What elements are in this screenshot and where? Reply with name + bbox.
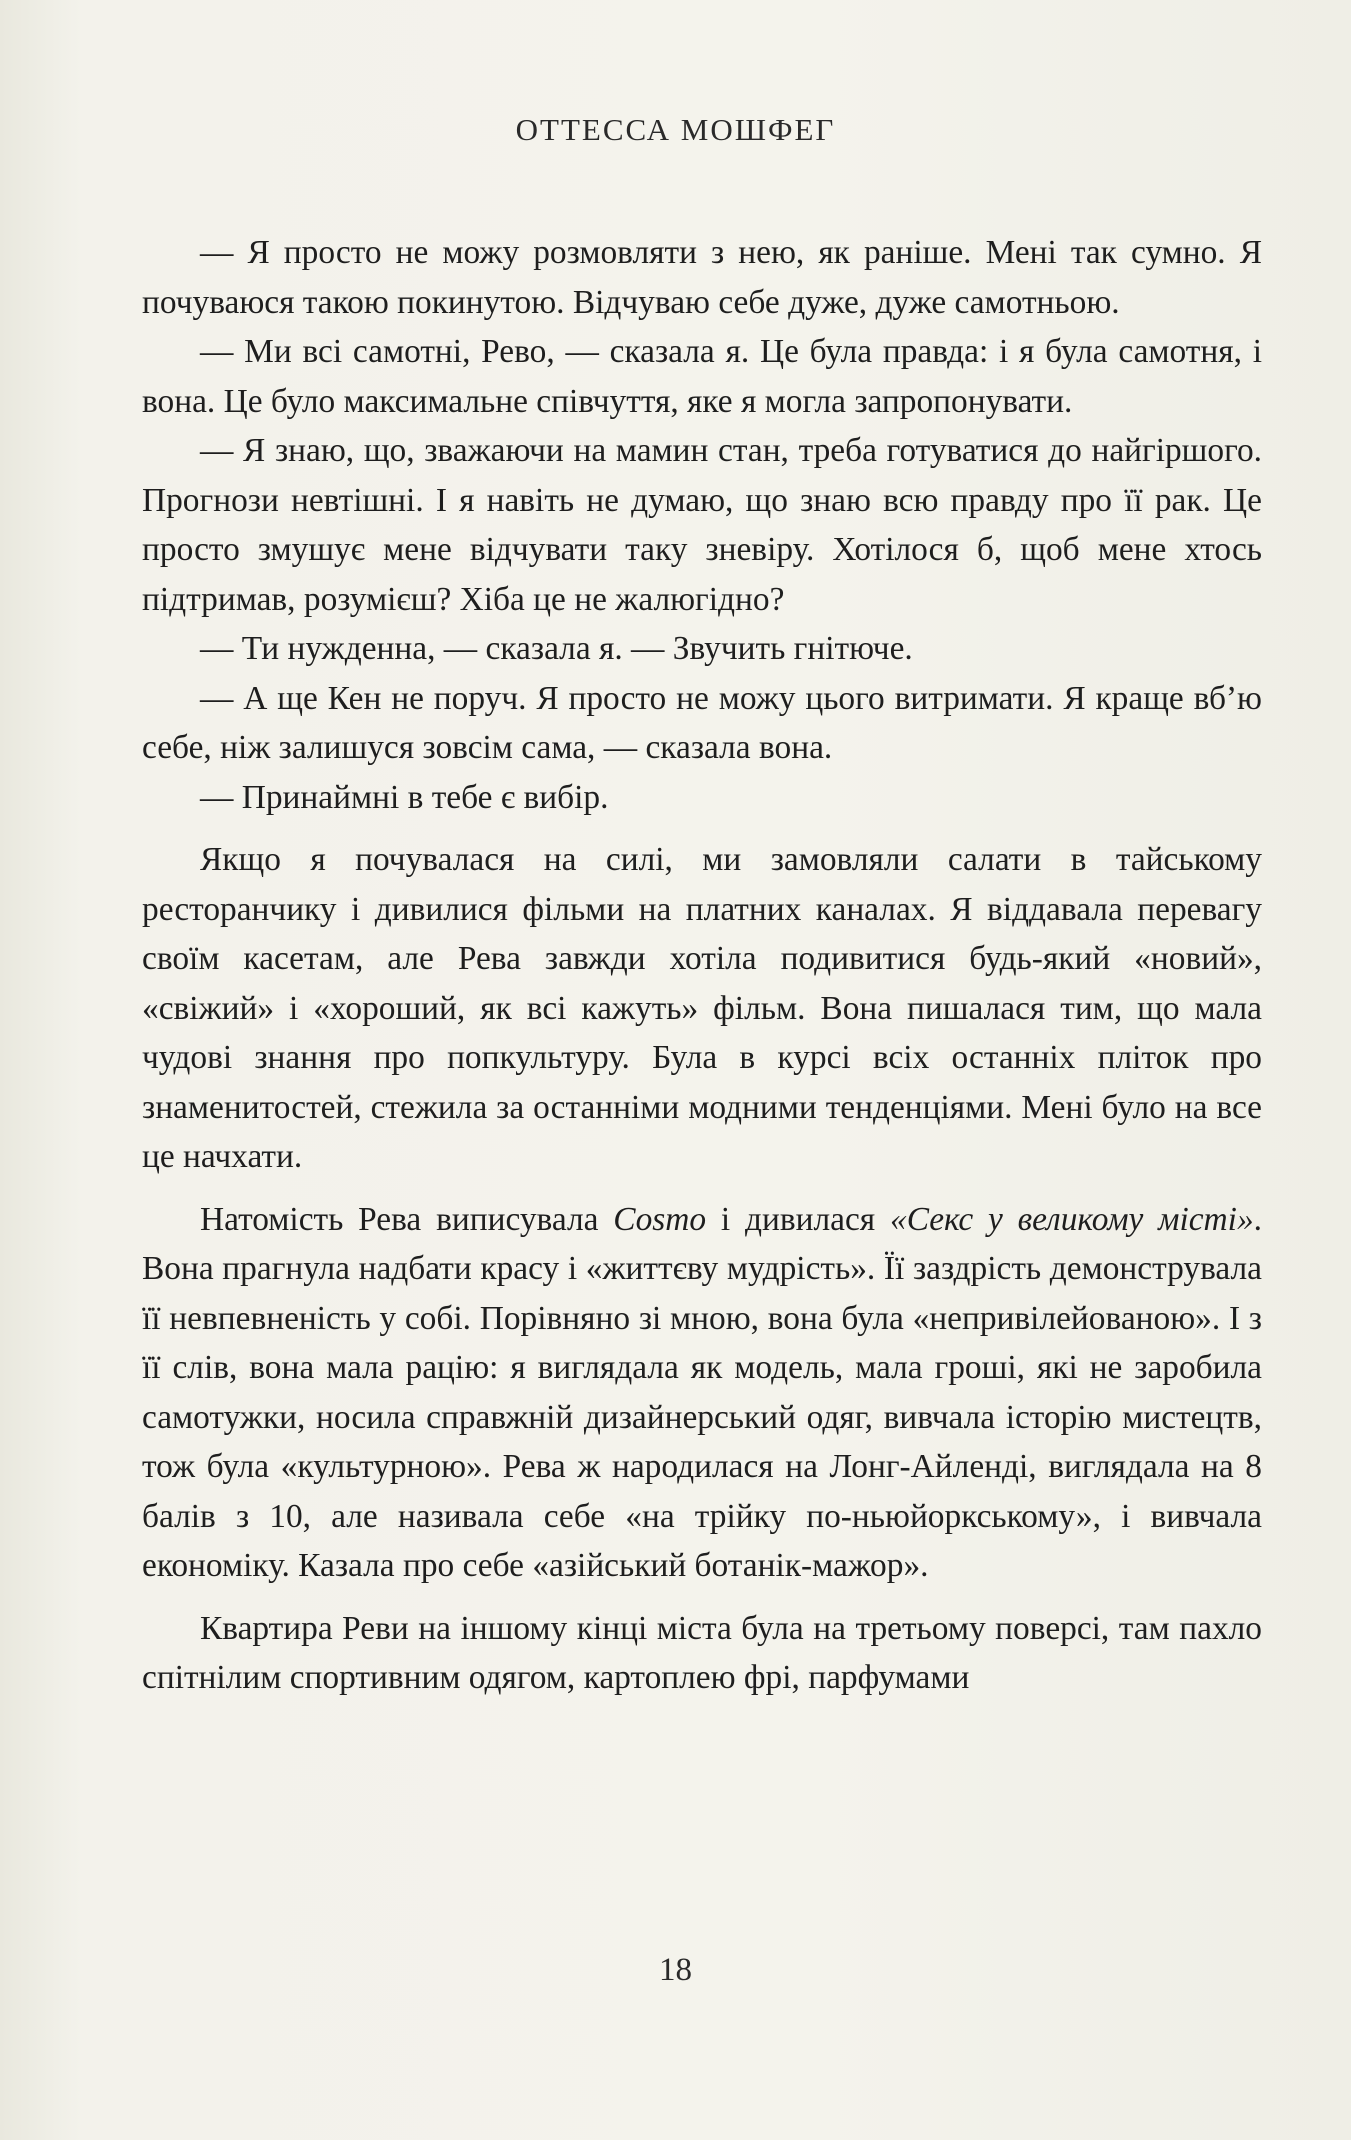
paragraph-1: — Я просто не можу розмовляти з нею, як раніше. Мені так сумно. Я почуваюся такою покинутою. Відчуваю себе дуже, дуже самотньою. xyxy=(142,234,1262,321)
paragraph-5: — А ще Кен не поруч. Я просто не можу цього витримати. Я краще вб’ю себе, ніж залишуся зовсім сама, — сказала вона. xyxy=(142,679,1262,766)
magazine-title: Cosmo xyxy=(613,1200,707,1238)
paragraph-8-start: Натомість Рева виписувала xyxy=(200,1200,614,1238)
paragraph-3: — Я знаю, що, зважаючи на мамин стан, треба готуватися до найгіршого. Прогнози невтішні. І я навіть не думаю, що знаю всю правду про її рак. Це просто змушує мене відчувати таку зневіру. Хотілося б, щоб мене хтось підтримав, розумієш? Хіба це не жалюгідно? xyxy=(142,432,1262,618)
paragraph-8-end: . Вона прагнула надбати красу і «життєву мудрість». Її заздрість демонструвала її невпевненість у собі. Порівняно зі мною, вона була «непривілейованою». І з її слів, вона мала рацію: я виглядала як модель, мала гроші, які не заробила самотужки, носила справжній дизайнерський одяг, вивчала історію мистецтв, тож була «культурною». Рева ж народилася на Лонг-Айленді, виглядала на 8 балів з 10, але називала себе «на трійку по-ньюйоркському», і вивчала економіку. Казала про себе «азійський ботанік-мажор». xyxy=(142,1200,1262,1584)
paragraph-2: — Ми всі самотні, Рево, — сказала я. Це була правда: і я була самотня, і вона. Це було максимальне співчуття, яке я могла запропонувати. xyxy=(142,333,1262,420)
body-text xyxy=(142,228,1262,1703)
paragraph-9: Квартира Реви на іншому кінці міста була на третьому поверсі, там пахло спітнілим спортивним одягом, картоплею фрі, парфумами xyxy=(142,1609,1262,1696)
paragraph-6: — Принаймні в тебе є вибір. xyxy=(200,778,609,816)
show-title: «Секс у великому місті» xyxy=(890,1200,1254,1238)
page-number: 18 xyxy=(659,1952,692,1988)
running-head-author: ОТТЕССА МОШФЕГ xyxy=(515,112,836,147)
paragraph-8 xyxy=(142,1195,1262,1591)
paragraph-7: Якщо я почувалася на силі, ми замовляли салати в тайському ресторанчику і дивилися фільми на платних каналах. Я віддавала перевагу своїм касетам, але Рева завжди хотіла подивитися будь-який «новий», «свіжий» і «хороший, як всі кажуть» фільм. Вона пишалася тим, що мала чудові знання про попкультуру. Була в курсі всіх останніх пліток про знаменитостей, стежила за останніми модними тенденціями. Мені було на все це начхати. xyxy=(142,841,1262,1175)
paragraph-8-middle: і дивилася xyxy=(706,1200,891,1238)
paragraph-4: — Ти нужденна, — сказала я. — Звучить гнітюче. xyxy=(200,630,913,667)
